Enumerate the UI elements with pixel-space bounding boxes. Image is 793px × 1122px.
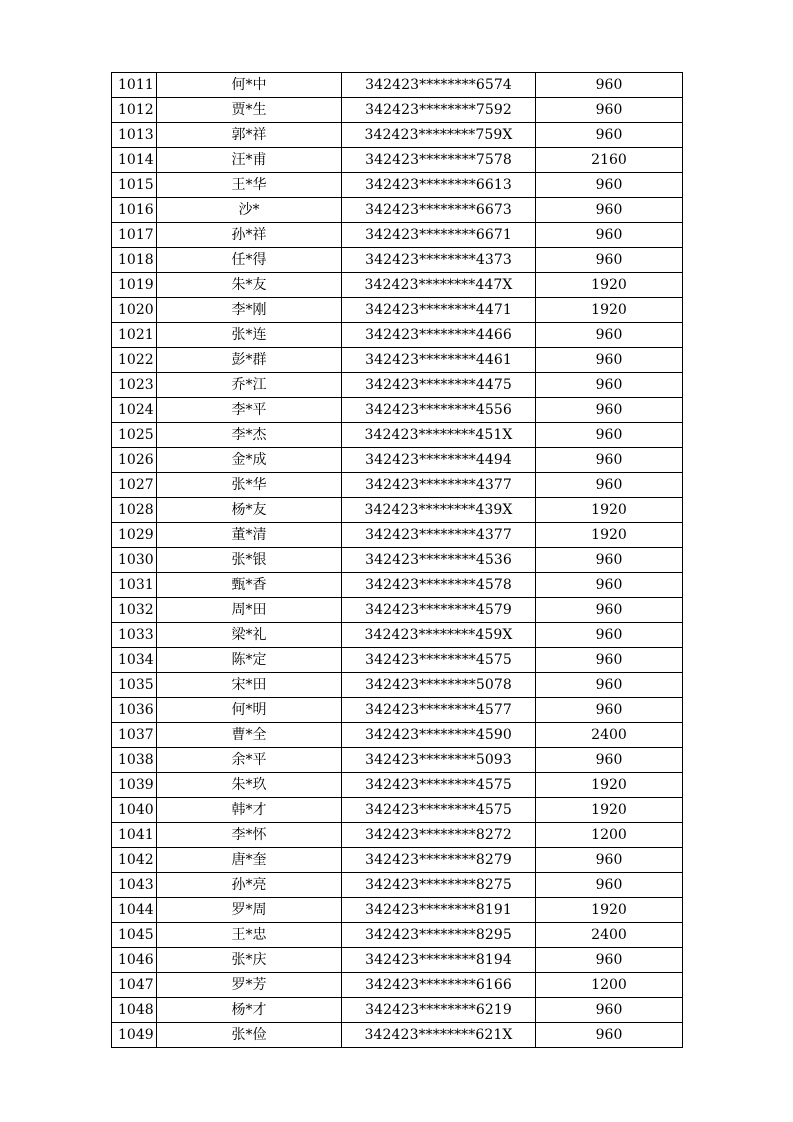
table-row [112,298,683,323]
id-number-cell: 342423********4590 [342,723,536,748]
table-row [112,998,683,1023]
id-number-cell: 342423********4575 [342,648,536,673]
name-cell: 孙*祥 [157,223,342,248]
row-number-cell: 1013 [112,123,157,148]
id-number-cell: 342423********7592 [342,98,536,123]
row-number-cell: 1034 [112,648,157,673]
id-number-cell: 342423********4579 [342,598,536,623]
id-number-cell: 342423********5078 [342,673,536,698]
id-number-cell: 342423********5093 [342,748,536,773]
amount-cell: 960 [536,373,683,398]
amount-cell: 960 [536,648,683,673]
id-number-cell: 342423********4494 [342,448,536,473]
name-cell: 甄*香 [157,573,342,598]
amount-cell: 960 [536,123,683,148]
table-row [112,623,683,648]
row-number-cell: 1018 [112,248,157,273]
name-cell: 梁*礼 [157,623,342,648]
row-number-cell: 1033 [112,623,157,648]
table-row [112,923,683,948]
name-cell: 孙*亮 [157,873,342,898]
table-row [112,473,683,498]
name-cell: 乔*江 [157,373,342,398]
table-row [112,373,683,398]
table-row [112,423,683,448]
amount-cell: 960 [536,448,683,473]
id-number-cell: 342423********4373 [342,248,536,273]
row-number-cell: 1039 [112,773,157,798]
id-number-cell: 342423********4578 [342,573,536,598]
table-row [112,173,683,198]
row-number-cell: 1016 [112,198,157,223]
amount-cell: 1920 [536,273,683,298]
amount-cell: 1920 [536,773,683,798]
id-number-cell: 342423********8275 [342,873,536,898]
table-row [112,748,683,773]
id-number-cell: 342423********6671 [342,223,536,248]
amount-cell: 1200 [536,823,683,848]
row-number-cell: 1012 [112,98,157,123]
amount-cell: 960 [536,73,683,98]
amount-cell: 960 [536,248,683,273]
table-row [112,398,683,423]
amount-cell: 1920 [536,298,683,323]
amount-cell: 1920 [536,898,683,923]
id-number-cell: 342423********4466 [342,323,536,348]
name-cell: 杨*友 [157,498,342,523]
id-number-cell: 342423********6166 [342,973,536,998]
amount-cell: 960 [536,223,683,248]
amount-cell: 960 [536,873,683,898]
amount-cell: 960 [536,948,683,973]
amount-cell: 960 [536,173,683,198]
name-cell: 汪*甫 [157,148,342,173]
row-number-cell: 1043 [112,873,157,898]
amount-cell: 960 [536,398,683,423]
row-number-cell: 1041 [112,823,157,848]
name-cell: 李*杰 [157,423,342,448]
table-row [112,898,683,923]
id-number-cell: 342423********439X [342,498,536,523]
id-number-cell: 342423********4475 [342,373,536,398]
row-number-cell: 1025 [112,423,157,448]
amount-cell: 2160 [536,148,683,173]
name-cell: 彭*群 [157,348,342,373]
table-row [112,248,683,273]
amount-cell: 1920 [536,798,683,823]
name-cell: 陈*定 [157,648,342,673]
id-number-cell: 342423********8272 [342,823,536,848]
row-number-cell: 1046 [112,948,157,973]
amount-cell: 960 [536,98,683,123]
table-row [112,973,683,998]
amount-cell: 960 [536,348,683,373]
table-row [112,98,683,123]
id-number-cell: 342423********459X [342,623,536,648]
amount-cell: 960 [536,748,683,773]
table-row [112,648,683,673]
name-cell: 张*俭 [157,1023,342,1048]
table-row [112,223,683,248]
table-row [112,698,683,723]
id-number-cell: 342423********6219 [342,998,536,1023]
name-cell: 韩*才 [157,798,342,823]
amount-cell: 960 [536,1023,683,1048]
record-table-body [112,73,683,1048]
table-row [112,498,683,523]
id-number-cell: 342423********4556 [342,398,536,423]
name-cell: 任*得 [157,248,342,273]
id-number-cell: 342423********8191 [342,898,536,923]
name-cell: 唐*奎 [157,848,342,873]
name-cell: 金*成 [157,448,342,473]
table-row [112,823,683,848]
id-number-cell: 342423********8194 [342,948,536,973]
row-number-cell: 1011 [112,73,157,98]
row-number-cell: 1017 [112,223,157,248]
id-number-cell: 342423********759X [342,123,536,148]
table-row [112,123,683,148]
row-number-cell: 1023 [112,373,157,398]
row-number-cell: 1020 [112,298,157,323]
row-number-cell: 1048 [112,998,157,1023]
amount-cell: 960 [536,198,683,223]
amount-cell: 2400 [536,723,683,748]
row-number-cell: 1031 [112,573,157,598]
table-row [112,273,683,298]
table-row [112,448,683,473]
name-cell: 张*华 [157,473,342,498]
table-row [112,773,683,798]
id-number-cell: 342423********447X [342,273,536,298]
row-number-cell: 1015 [112,173,157,198]
row-number-cell: 1026 [112,448,157,473]
row-number-cell: 1030 [112,548,157,573]
table-row [112,948,683,973]
name-cell: 余*平 [157,748,342,773]
name-cell: 张*银 [157,548,342,573]
id-number-cell: 342423********7578 [342,148,536,173]
row-number-cell: 1028 [112,498,157,523]
row-number-cell: 1021 [112,323,157,348]
amount-cell: 960 [536,623,683,648]
amount-cell: 960 [536,323,683,348]
amount-cell: 960 [536,848,683,873]
amount-cell: 960 [536,998,683,1023]
table-row [112,523,683,548]
table-row [112,873,683,898]
name-cell: 郭*祥 [157,123,342,148]
name-cell: 朱*友 [157,273,342,298]
amount-cell: 960 [536,548,683,573]
amount-cell: 1200 [536,973,683,998]
id-number-cell: 342423********451X [342,423,536,448]
row-number-cell: 1036 [112,698,157,723]
row-number-cell: 1044 [112,898,157,923]
row-number-cell: 1024 [112,398,157,423]
name-cell: 曹*全 [157,723,342,748]
name-cell: 何*中 [157,73,342,98]
name-cell: 董*清 [157,523,342,548]
id-number-cell: 342423********6613 [342,173,536,198]
id-number-cell: 342423********4377 [342,473,536,498]
table-row [112,548,683,573]
name-cell: 朱*玖 [157,773,342,798]
table-row [112,798,683,823]
table-row [112,673,683,698]
row-number-cell: 1049 [112,1023,157,1048]
table-row [112,73,683,98]
amount-cell: 2400 [536,923,683,948]
id-number-cell: 342423********621X [342,1023,536,1048]
row-number-cell: 1029 [112,523,157,548]
table-row [112,148,683,173]
amount-cell: 960 [536,673,683,698]
name-cell: 杨*才 [157,998,342,1023]
row-number-cell: 1040 [112,798,157,823]
table-row [112,1023,683,1048]
id-number-cell: 342423********8279 [342,848,536,873]
name-cell: 宋*田 [157,673,342,698]
id-number-cell: 342423********6673 [342,198,536,223]
id-number-cell: 342423********4377 [342,523,536,548]
id-number-cell: 342423********4575 [342,773,536,798]
row-number-cell: 1027 [112,473,157,498]
table-row [112,598,683,623]
amount-cell: 960 [536,473,683,498]
row-number-cell: 1038 [112,748,157,773]
name-cell: 李*平 [157,398,342,423]
row-number-cell: 1019 [112,273,157,298]
id-number-cell: 342423********8295 [342,923,536,948]
row-number-cell: 1042 [112,848,157,873]
table-row [112,723,683,748]
name-cell: 王*华 [157,173,342,198]
record-table [111,72,683,1048]
amount-cell: 960 [536,423,683,448]
id-number-cell: 342423********4575 [342,798,536,823]
amount-cell: 1920 [536,523,683,548]
name-cell: 贾*生 [157,98,342,123]
id-number-cell: 342423********4461 [342,348,536,373]
name-cell: 王*忠 [157,923,342,948]
name-cell: 李*怀 [157,823,342,848]
row-number-cell: 1037 [112,723,157,748]
row-number-cell: 1014 [112,148,157,173]
row-number-cell: 1022 [112,348,157,373]
name-cell: 李*刚 [157,298,342,323]
amount-cell: 960 [536,698,683,723]
id-number-cell: 342423********4536 [342,548,536,573]
table-row [112,198,683,223]
table-row [112,848,683,873]
name-cell: 罗*芳 [157,973,342,998]
id-number-cell: 342423********6574 [342,73,536,98]
name-cell: 沙* [157,198,342,223]
table-row [112,348,683,373]
id-number-cell: 342423********4577 [342,698,536,723]
row-number-cell: 1047 [112,973,157,998]
amount-cell: 1920 [536,498,683,523]
name-cell: 张*连 [157,323,342,348]
name-cell: 罗*周 [157,898,342,923]
row-number-cell: 1032 [112,598,157,623]
table-row [112,323,683,348]
amount-cell: 960 [536,598,683,623]
name-cell: 周*田 [157,598,342,623]
name-cell: 何*明 [157,698,342,723]
id-number-cell: 342423********4471 [342,298,536,323]
row-number-cell: 1045 [112,923,157,948]
table-row [112,573,683,598]
name-cell: 张*庆 [157,948,342,973]
row-number-cell: 1035 [112,673,157,698]
amount-cell: 960 [536,573,683,598]
